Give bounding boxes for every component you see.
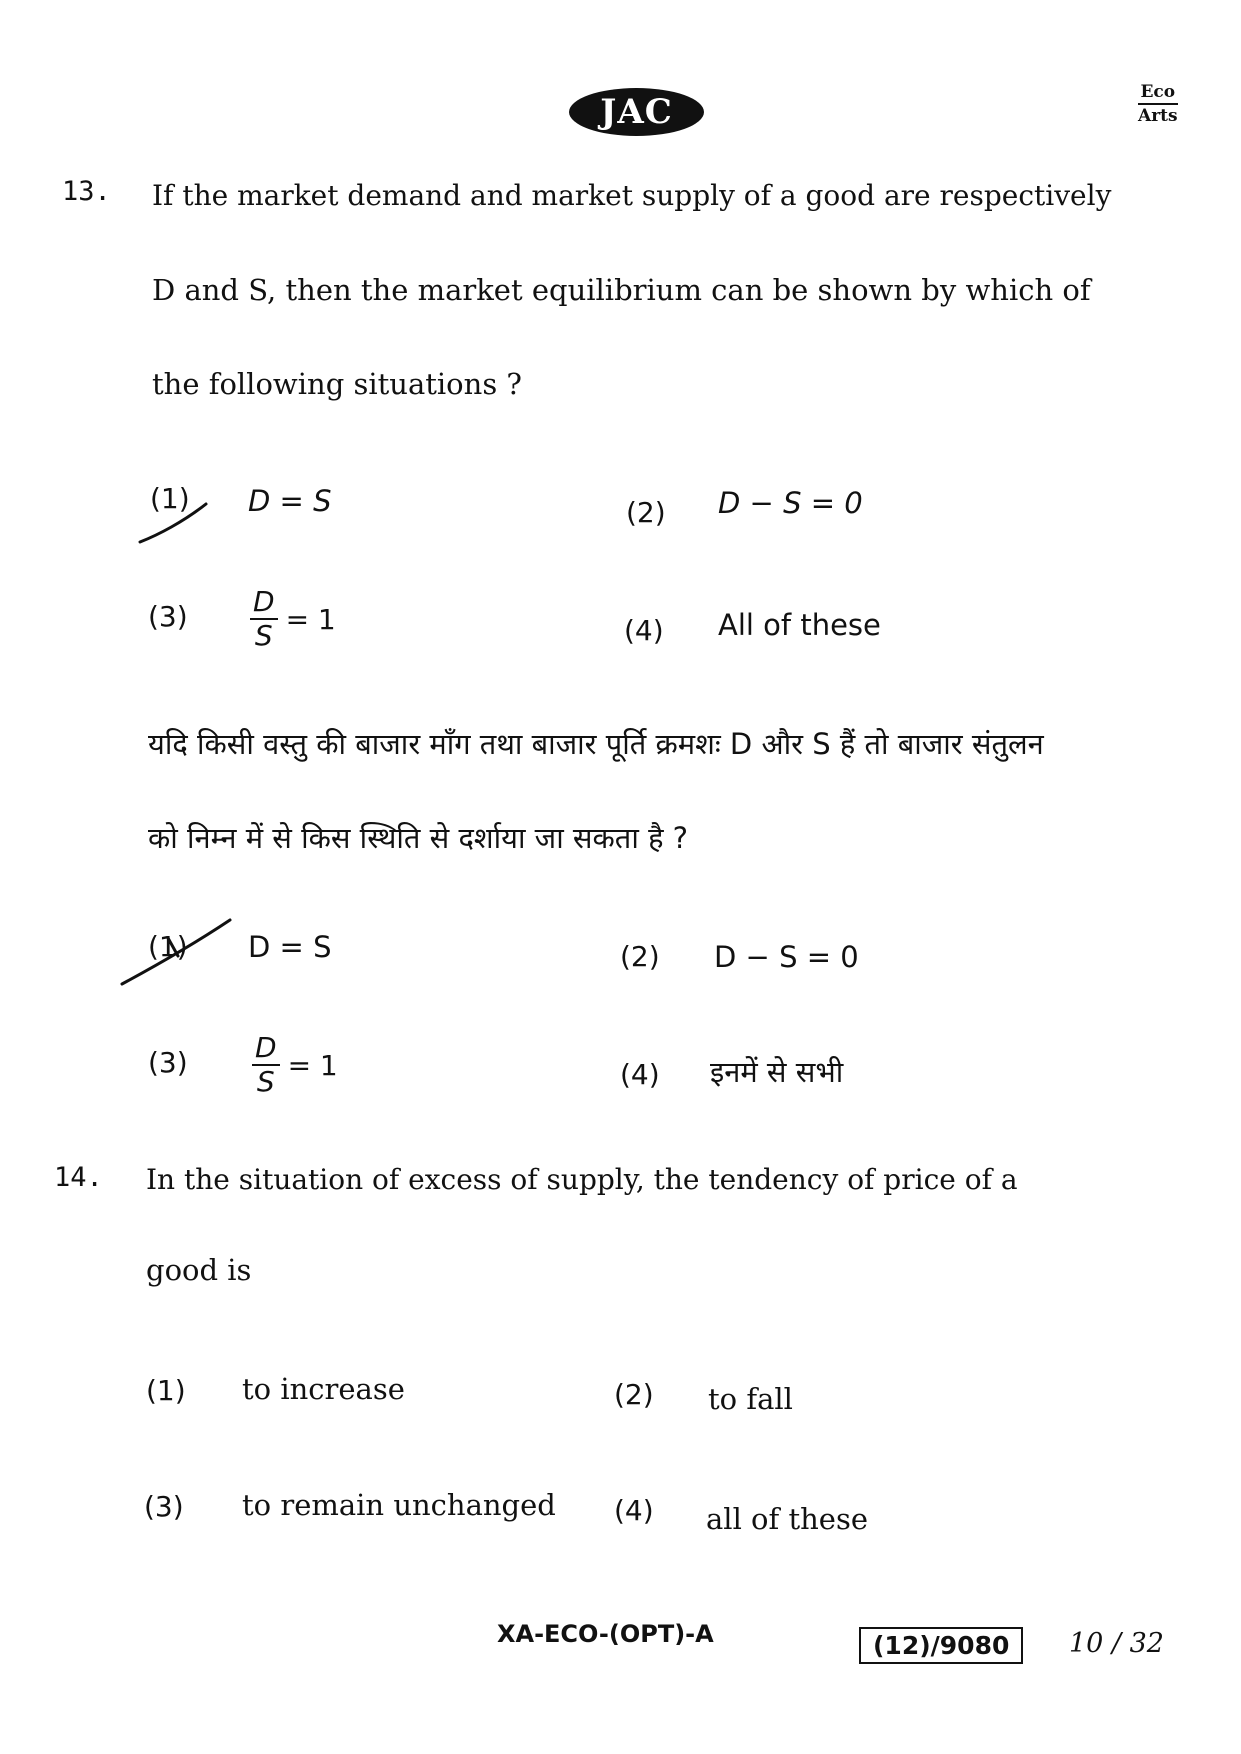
page-number: 10 / 32	[1069, 1628, 1164, 1659]
fraction-rhs: = 1	[285, 602, 336, 636]
fraction-numerator: D	[252, 1034, 280, 1066]
q13-hi-option-2-number: (2)	[620, 940, 660, 973]
q14-option-3-text: to remain unchanged	[242, 1488, 556, 1522]
question-13-line-1: If the market demand and market supply of a good are respectively	[152, 179, 1112, 212]
q13-en-option-3-fraction	[250, 585, 336, 652]
subject-tag-bottom: Arts	[1138, 106, 1178, 126]
subject-tag	[1138, 84, 1178, 125]
question-13-line-2: D and S, then the market equilibrium can be shown by which of	[152, 273, 1091, 307]
q13-en-option-4-number: (4)	[624, 614, 664, 647]
question-14-number: 14.	[54, 1162, 103, 1193]
fraction-denominator: S	[254, 619, 273, 652]
q13-hi-option-4-number: (4)	[620, 1058, 660, 1091]
jac-logo-badge: JAC	[569, 88, 704, 136]
q13-en-option-2-number: (2)	[626, 496, 666, 529]
answer-tick-mark-hindi	[118, 910, 238, 990]
q13-hi-option-2-text: D − S = 0	[714, 940, 859, 974]
q14-option-2-text: to fall	[708, 1382, 793, 1416]
q14-option-1-text: to increase	[242, 1372, 405, 1406]
q13-hi-option-4-text: इनमें से सभी	[710, 1055, 844, 1089]
q13-en-option-1-text: D = S	[248, 484, 332, 518]
q14-option-2-number: (2)	[614, 1378, 654, 1411]
q13-en-option-3-number: (3)	[148, 600, 188, 633]
q13-hi-option-1-number: (1)	[148, 930, 188, 963]
question-14-line-2: good is	[146, 1253, 252, 1287]
question-13-line-3: the following situations ?	[152, 367, 522, 401]
question-14-line-1: In the situation of excess of supply, the tendency of price of a	[146, 1163, 1018, 1196]
question-13-hindi-line-2: को निम्न में से किस स्थिति से दर्शाया जा सकता है ?	[148, 821, 689, 855]
q13-en-option-2-text: D − S = 0	[718, 486, 863, 520]
q14-option-1-number: (1)	[146, 1374, 186, 1407]
paper-series-box: (12)/9080	[859, 1627, 1023, 1664]
q13-hi-option-3-number: (3)	[148, 1046, 188, 1079]
q14-option-4-text: all of these	[706, 1502, 869, 1536]
q13-en-option-4-text: All of these	[718, 608, 881, 642]
fraction-numerator: D	[250, 588, 278, 620]
subject-tag-top: Eco	[1138, 84, 1178, 105]
fraction-rhs: = 1	[287, 1048, 338, 1082]
question-13-number: 13.	[62, 176, 111, 207]
fraction-denominator: S	[256, 1065, 275, 1098]
answer-tick-mark-english	[138, 500, 218, 550]
q14-option-4-number: (4)	[614, 1494, 654, 1527]
q13-en-option-1-number: (1)	[150, 482, 190, 515]
question-13-hindi-line-1: यदि किसी वस्तु की बाजार माँग तथा बाजार पूर्ति क्रमशः D और S हैं तो बाजार संतुलन	[148, 727, 1044, 761]
paper-code: XA-ECO-(OPT)-A	[497, 1620, 714, 1648]
q13-hi-option-1-text: D = S	[248, 930, 332, 964]
q14-option-3-number: (3)	[144, 1490, 184, 1523]
q13-hi-option-3-fraction	[252, 1031, 338, 1098]
